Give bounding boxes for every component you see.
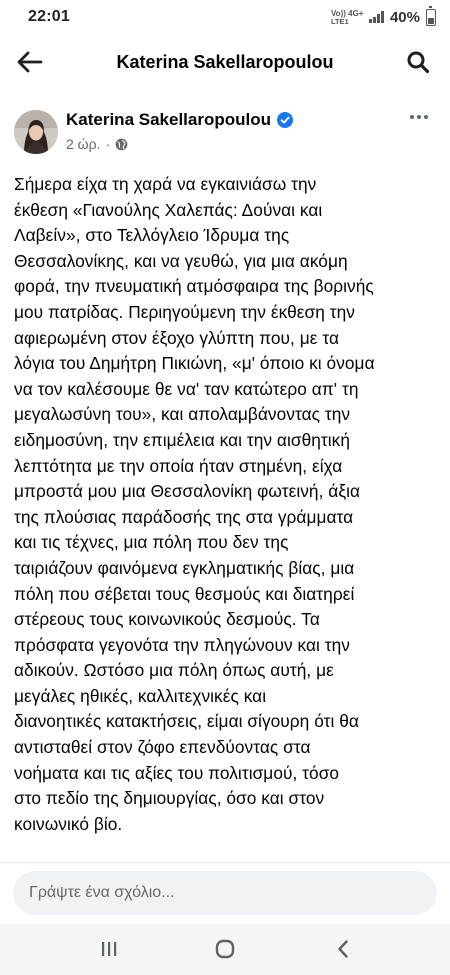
post-text-line: αφιερωμένη στον έξοχο γλύπτη που, με τα <box>14 327 340 348</box>
post-text-line: ειδημοσύνη, την επιμέλεια και την αισθητική <box>14 429 351 450</box>
meta-separator: · <box>105 136 111 152</box>
post-header <box>14 106 436 160</box>
post-text-line: λεπτότητα με την οποία ήταν στημένη, είχα <box>14 455 343 476</box>
post-time[interactable]: 2 ώρ. <box>66 136 101 152</box>
status-bar <box>0 0 450 34</box>
avatar[interactable] <box>14 110 58 154</box>
post-text <box>14 172 442 837</box>
post-text-line: φορά, την πνευματική ατμόσφαιρα της βορινής <box>14 276 374 297</box>
post-text-line: μεγάλες ηθικές, καλλιτεχνικές και <box>14 685 267 706</box>
post-text-line: λόγια του Δημήτρη Πικιώνη, «μ' όποιο κι όνομα <box>14 353 375 374</box>
network-type-label: Vo)) 4G+ <box>330 8 364 18</box>
post-text-line: κοινωνικό βίο. <box>14 813 123 834</box>
post-meta <box>66 136 128 152</box>
post-text-line: Σήμερα είχα τη χαρά να εγκαινιάσω την <box>14 174 317 194</box>
post-text-line: διανοητικές κατακτήσεις, είμαι σίγουρη ότι θα <box>14 711 359 732</box>
post-text-line: αντισταθεί στον ζόφο επενδύοντας στα <box>14 737 311 758</box>
avatar-photo-icon <box>14 110 58 154</box>
post-body <box>14 172 442 889</box>
verified-badge-icon <box>277 112 293 128</box>
battery-percent: 40% <box>389 8 420 26</box>
nav-back-button[interactable] <box>323 934 363 964</box>
post-text-line: νοήματα και τις αξίες του πολιτισμού, τόσο <box>14 762 340 783</box>
more-options-icon <box>410 115 414 119</box>
system-nav-bar <box>0 924 450 975</box>
post-text-line: στο πεδίο της δημιουργίας, όσο και στον <box>14 788 325 809</box>
post-text-line: της πλούσιας παράδοσής της στα γράμματα <box>14 506 354 527</box>
recent-apps-icon <box>99 940 119 958</box>
network-indicator <box>331 9 364 26</box>
search-button[interactable] <box>402 46 434 78</box>
status-indicators <box>331 9 436 26</box>
home-icon <box>214 938 236 960</box>
paragraph-gap <box>14 837 442 863</box>
battery-icon <box>426 9 436 26</box>
author-name-text[interactable]: Katerina Sakellaropoulou <box>66 110 271 129</box>
post-text-line: Λαβείν», στο Τελλόγλειο Ίδρυμα της <box>14 225 290 246</box>
comment-bar <box>0 862 450 924</box>
home-button[interactable] <box>205 934 245 964</box>
post-text-line: και τις τέχνες, μια πόλη που δεν της <box>14 532 289 553</box>
post-text-line: να τον καλέσουμε θε να' ταν κατώτερο απ' τη <box>14 378 359 399</box>
post-text-line: μεγαλωσύνη του», και απολαμβάνοντας την <box>14 404 351 425</box>
search-icon <box>406 50 430 74</box>
post-text-line: πρόσφατα γεγονότα την πληγώνουν και την <box>14 634 350 655</box>
comment-input[interactable] <box>13 871 437 915</box>
post-text-line: έκθεση «Γιανούλης Χαλεπάς: Δούναι και <box>14 199 323 220</box>
battery-level-fill <box>428 18 434 24</box>
more-options-button[interactable] <box>404 106 434 128</box>
post-text-line: πόλη που σέβεται τους θεσμούς και διατηρεί <box>14 583 355 604</box>
public-globe-icon <box>115 138 128 151</box>
signal-strength-icon <box>369 11 384 23</box>
post-text-line: Θεσσαλονίκης, και να γευθώ, για μια ακόμη <box>14 250 348 271</box>
post-author[interactable] <box>66 110 293 130</box>
page-title: Katerina Sakellaropoulou <box>116 52 334 72</box>
network-line-label: LTE1 <box>330 16 349 26</box>
post-text-line: μπροστά μου μια Θεσσαλονίκη φωτεινή, άξια <box>14 481 361 502</box>
nav-back-icon <box>336 939 350 959</box>
status-time: 22:01 <box>28 8 70 25</box>
post-text-line: ταιριάζουν φαινόμενα εγκληματικής βίας, μια <box>14 557 355 578</box>
recent-apps-button[interactable] <box>89 934 129 964</box>
post-text-line: στέρεους τους κοινωνικούς δεσμούς. Τα <box>14 609 320 630</box>
post-text-line: μου πατρίδας. Περιηγούμενη την έκθεση την <box>14 301 355 322</box>
post-text-line: αδικούν. Ωστόσο μια πόλη όπως αυτή, με <box>14 660 334 681</box>
app-header <box>0 34 450 90</box>
